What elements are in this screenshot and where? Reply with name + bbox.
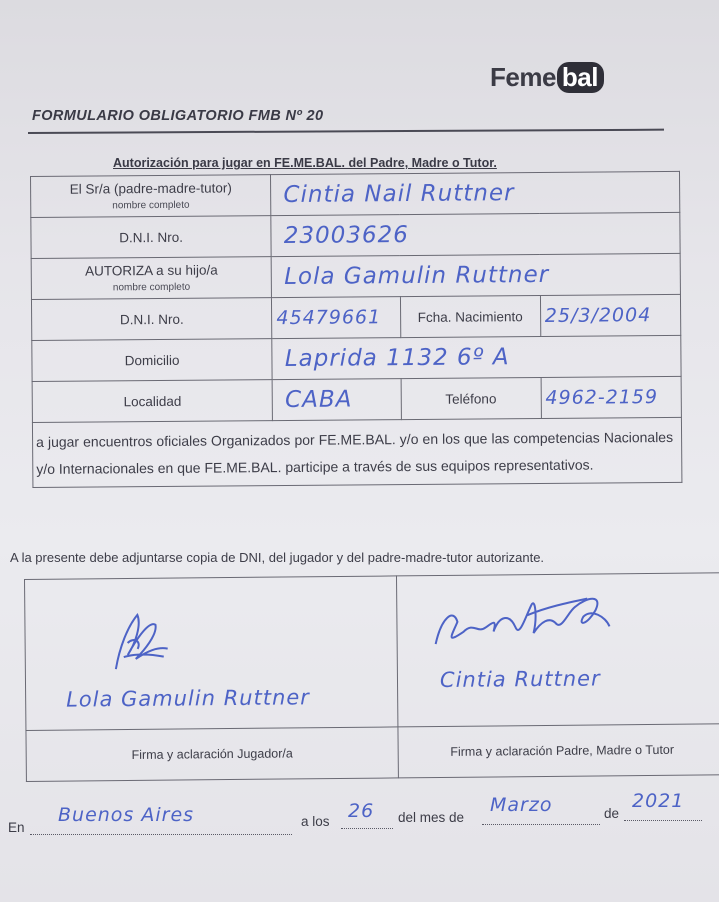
player-caption-cell	[26, 727, 398, 782]
signature-table	[24, 572, 719, 782]
player-signature-cell[interactable]	[25, 576, 398, 731]
de-label: de	[604, 806, 620, 821]
date-place-line	[0, 790, 719, 840]
authorization-paragraph: a jugar encuentros oficiales Organizados por FE.ME.BAL. y/o en los que las competencias Nacionales y/o Internacionales en que FE.ME.BAL. participe a través de sus equipos representativos.	[32, 418, 682, 488]
city-cell[interactable]	[272, 379, 401, 421]
parent-dni-label-cell	[31, 216, 272, 259]
place-value: Buenos Aires	[58, 804, 195, 826]
parent-caption-cell	[398, 724, 719, 778]
phone-value: 4962-2159	[545, 386, 659, 409]
player-signature-scribble	[97, 607, 178, 678]
signature-box	[24, 572, 719, 787]
authorization-form	[30, 171, 683, 528]
address-label: Domicilio	[124, 352, 180, 368]
parent-dni-label: D.N.I. Nro.	[119, 229, 184, 245]
parent-name-value: Cintia Nail Ruttner	[283, 180, 515, 209]
logo-text: Feme	[490, 62, 556, 92]
child-dni-cell[interactable]	[272, 297, 401, 339]
city-value: CABA	[285, 386, 353, 414]
parent-label-cell	[31, 175, 272, 218]
birth-value: 25/3/2004	[544, 304, 652, 327]
form-grid	[30, 171, 682, 423]
child-label-cell	[31, 257, 272, 300]
title-rule	[28, 129, 664, 134]
parent-caption: Firma y aclaración Padre, Madre o Tutor	[450, 742, 675, 759]
en-label: En	[8, 820, 25, 835]
address-cell[interactable]	[272, 335, 681, 379]
phone-cell[interactable]	[541, 376, 682, 418]
a-los-label: a los	[301, 814, 330, 829]
birth-label-cell	[400, 295, 541, 337]
parent-label: El Sr/a (padre-madre-tutor)	[69, 180, 232, 197]
parent-dni-value: 23003626	[283, 222, 409, 250]
mes-label: del mes de	[398, 810, 465, 825]
child-dni-label: D.N.I. Nro.	[119, 311, 184, 327]
address-value: Laprida 1132 6º A	[284, 344, 510, 373]
authorization-title: Autorización para jugar en FE.ME.BAL. del Padre, Madre o Tutor.	[113, 156, 497, 170]
parent-signature-scribble	[427, 586, 618, 658]
attachment-note: A la presente debe adjuntarse copia de DNI, del jugador y del padre-madre-tutor autorizante.	[10, 550, 545, 565]
year-value: 2021	[632, 790, 685, 812]
month-value: Marzo	[490, 794, 553, 816]
logo-badge: bal	[557, 62, 604, 93]
child-sub-label: nombre completo	[112, 281, 191, 294]
febal-logo	[490, 62, 604, 93]
player-caption: Firma y aclaración Jugador/a	[131, 746, 293, 762]
child-name-value: Lola Gamulin Ruttner	[284, 261, 550, 291]
phone-label-cell	[401, 377, 542, 419]
parent-signature-name: Cintia Ruttner	[439, 666, 601, 693]
city-label-cell	[32, 380, 273, 423]
birth-cell[interactable]	[540, 294, 681, 336]
parent-sub-label: nombre completo	[112, 199, 190, 212]
address-label-cell	[32, 339, 273, 382]
child-dni-label-cell	[31, 298, 272, 341]
birth-label: Fcha. Nacimiento	[417, 308, 523, 325]
player-signature-name: Lola Gamulin Ruttner	[66, 685, 310, 712]
authorizes-label: AUTORIZA a su hijo/a	[85, 262, 218, 279]
child-dni-value: 45479661	[276, 306, 382, 330]
form-title: FORMULARIO OBLIGATORIO FMB Nº 20	[32, 108, 324, 124]
day-value: 26	[348, 800, 375, 822]
parent-name-cell[interactable]	[271, 171, 680, 215]
phone-label: Teléfono	[445, 390, 497, 407]
city-label: Localidad	[123, 393, 182, 409]
child-name-cell[interactable]	[271, 253, 680, 297]
parent-signature-cell[interactable]	[396, 573, 719, 727]
parent-dni-cell[interactable]	[271, 212, 680, 256]
